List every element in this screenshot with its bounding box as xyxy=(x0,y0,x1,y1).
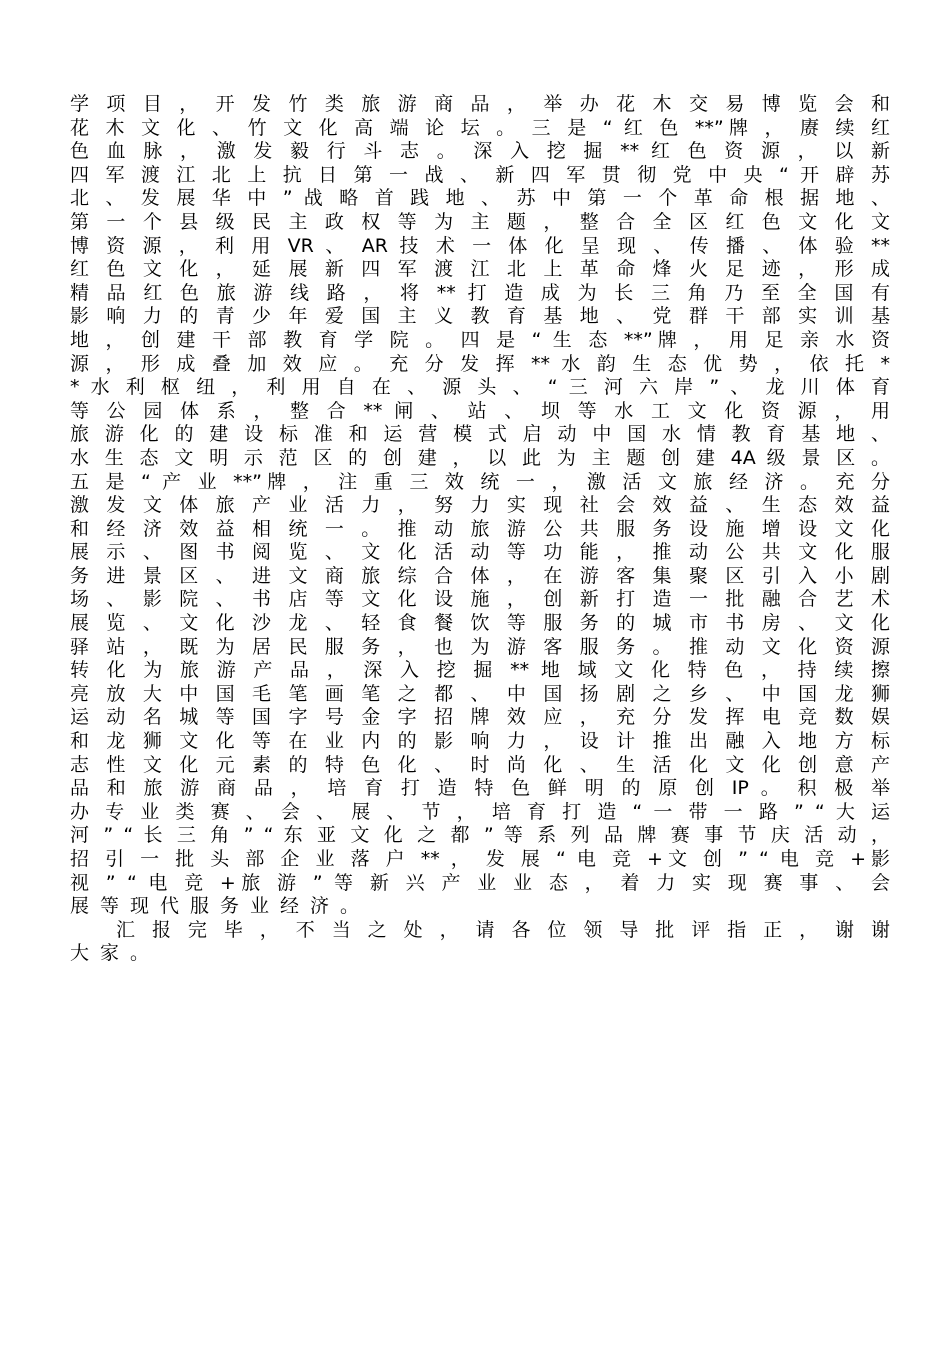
text-line: 志 性 文 化 元 素 的 特 色 化 、 时 尚 化 、 生 活 化 文 化 创 意 产 xyxy=(70,753,890,776)
text-line: 影 响 力 的 青 少 年 爱 国 主 义 教 育 基 地 、 党 群 干 部 实 训 基 xyxy=(70,305,890,328)
text-line: 务 进 景 区 、 进 文 商 旅 综 合 体 ， 在 游 客 集 聚 区 引 入 小 剧 xyxy=(70,564,890,587)
text-line: 招 引 一 批 头 部 企 业 落 户 ** ， 发 展 “ 电 竞 +文 创 ” “ 电 竞 +影 xyxy=(70,848,890,870)
text-line: 办 专 业 类 赛 、 会 、 展 、 节 ， 培 育 打 造 “ 一 带 一 路 ” “ 大 运 xyxy=(70,800,890,823)
text-line: 北 、 发 展 华 中 ” 战 略 首 践 地 、 苏 中 第 一 个 革 命 根 据 地 、 xyxy=(70,187,890,210)
text-line: 和 龙 狮 文 化 等 在 业 内 的 影 响 力 ， 设 计 推 出 融 入 地 方 标 xyxy=(70,730,890,753)
text-line: 展 示 、 图 书 阅 览 、 文 化 活 动 等 功 能 ， 推 动 公 共 文 化 服 xyxy=(70,541,890,564)
text-line: 色 血 脉 ， 激 发 毅 行 斗 志 。 深 入 挖 掘 ** 红 色 资 源 ， 以 新 xyxy=(70,140,890,163)
text-line: 源 ， 形 成 叠 加 效 应 。 充 分 发 挥 ** 水 韵 生 态 优 势 ， 依 托 * xyxy=(70,352,890,375)
text-line: 河 ” “ 长 三 角 ” “ 东 亚 文 化 之 都 ” 等 系 列 品 牌 赛 事 节 庆 活 动 ， xyxy=(70,824,890,847)
text-line: 花 木 文 化 、 竹 文 化 高 端 论 坛 。 三 是 “ 红 色 **”牌 ， 赓 续 红 xyxy=(70,116,890,139)
text-line-last: 展等现代服务业经济。 xyxy=(70,895,371,918)
text-line: 五 是 “ 产 业 **”牌 ， 注 重 三 效 统 一 ， 激 活 文 旅 经 济 。 充 分 xyxy=(70,470,890,493)
text-line: 水 生 态 文 明 示 范 区 的 创 建 ， 以 此 为 主 题 创 建 4A 级 景 区 。 xyxy=(70,446,890,469)
text-line: 四 军 渡 江 北 上 抗 日 第 一 战 、 新 四 军 贯 彻 党 中 央 “ 开 辟 苏 xyxy=(70,163,890,186)
text-line: 运 动 名 城 等 国 字 号 金 字 招 牌 效 应 ， 充 分 发 挥 电 竞 数 娱 xyxy=(70,706,890,729)
text-line: * 水 利 枢 纽 ， 利 用 自 在 、 源 头 、 “ 三 河 六 岸 ” 、 龙 川 体 育 xyxy=(70,376,890,399)
text-line: 和 经 济 效 益 相 统 一 。 推 动 旅 游 公 共 服 务 设 施 增 设 文 化 xyxy=(70,517,890,540)
text-line: 红 色 文 化 ， 延 展 新 四 军 渡 江 北 上 革 命 烽 火 足 迹 ， 形 成 xyxy=(70,258,890,281)
text-line: 地 ， 创 建 干 部 教 育 学 院 。 四 是 “ 生 态 **”牌 ， 用 足 亲 水 资 xyxy=(70,328,890,351)
text-line: 第 一 个 县 级 民 主 政 权 等 为 主 题 ， 整 合 全 区 红 色 文 化 文 xyxy=(70,210,890,233)
text-line: 激 发 文 体 旅 产 业 活 力 ， 努 力 实 现 社 会 效 益 、 生 态 效 益 xyxy=(70,494,890,517)
text-line: 展 览 、 文 化 沙 龙 、 轻 食 餐 饮 等 服 务 的 城 市 书 房 、 文 化 xyxy=(70,612,890,635)
closing-line: 汇 报 完 毕 ， 不 当 之 处 ， 请 各 位 领 导 批 评 指 正 ， 谢 谢 xyxy=(116,918,890,941)
text-line: 学 项 目 ， 开 发 竹 类 旅 游 商 品 ， 举 办 花 木 交 易 博 览 会 和 xyxy=(70,93,890,115)
text-line: 品 和 旅 游 商 品 ， 培 育 打 造 特 色 鲜 明 的 原 创 IP 。 积 极 举 xyxy=(70,777,890,800)
body-text xyxy=(70,93,890,966)
text-line: 旅 游 化 的 建 设 标 准 和 运 营 模 式 启 动 中 国 水 情 教 育 基 地 、 xyxy=(70,423,890,446)
text-line: 亮 放 大 中 国 毛 笔 画 笔 之 都 、 中 国 扬 剧 之 乡 、 中 国 龙 狮 xyxy=(70,682,890,705)
text-line: 精 品 红 色 旅 游 线 路 ， 将 ** 打 造 成 为 长 三 角 乃 至 全 国 有 xyxy=(70,281,890,304)
text-line: 视 ” “ 电 竞 +旅 游 ” 等 新 兴 产 业 业 态 ， 着 力 实 现 赛 事 、 会 xyxy=(70,871,890,894)
text-line: 驿 站 ， 既 为 居 民 服 务 ， 也 为 游 客 服 务 。 推 动 文 化 资 源 xyxy=(70,635,890,658)
text-line: 转 化 为 旅 游 产 品 ， 深 入 挖 掘 ** 地 域 文 化 特 色 ， 持 续 擦 xyxy=(70,659,890,682)
text-line: 博 资 源 ， 利 用 VR 、 AR 技 术 一 体 化 呈 现 、 传 播 、 体 验 ** xyxy=(70,234,890,257)
closing-paragraph xyxy=(70,919,890,966)
text-line: 场 、 影 院 、 书 店 等 文 化 设 施 ， 创 新 打 造 一 批 融 合 艺 术 xyxy=(70,588,890,611)
text-line: 等 公 园 体 系 ， 整 合 ** 闸 、 站 、 坝 等 水 工 文 化 资 源 ， 用 xyxy=(70,399,890,422)
closing-line-last: 大家。 xyxy=(70,942,161,965)
